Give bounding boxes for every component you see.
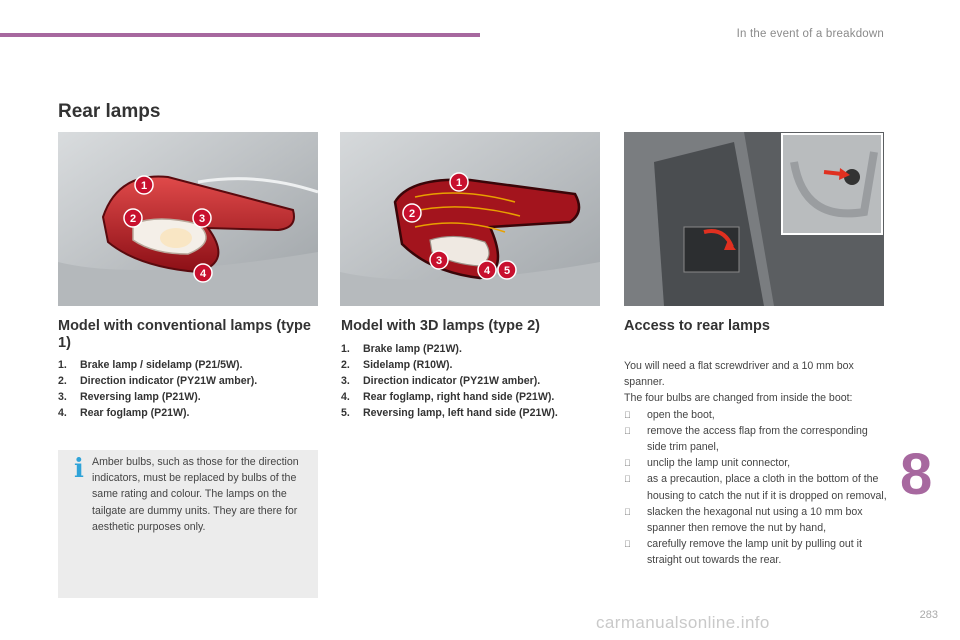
svg-text:1: 1: [455, 177, 463, 189]
boot-access-illustration: [624, 132, 884, 306]
info-box: [58, 450, 318, 598]
watermark: carmanualsonline.info: [596, 613, 770, 632]
page-title: Rear lamps: [58, 101, 161, 122]
callout-5: [498, 261, 516, 279]
callout-4: [194, 264, 212, 282]
list-item: 5. Reversing lamp, left hand side (P21W).: [341, 407, 558, 419]
type1-bulb-list: [58, 357, 318, 421]
list-item: 3. Reversing lamp (P21W).: [58, 391, 201, 403]
list-item: 1. Brake lamp (P21W).: [341, 343, 462, 355]
access-intro-tools: You will need a flat screwdriver and a 10 mm box spanner.: [624, 360, 854, 389]
type2-callouts: [340, 132, 600, 306]
access-instructions: [624, 358, 889, 569]
type2-heading: Model with 3D lamps (type 2): [341, 318, 540, 334]
access-intro-boot: The four bulbs are changed from inside the boot:: [624, 392, 853, 405]
list-item: 4. Rear foglamp, right hand side (P21W).: [341, 391, 555, 403]
bullet-icon: [624, 407, 631, 423]
section-label: In the event of a breakdown: [736, 28, 884, 40]
callout-2: [403, 204, 421, 222]
svg-text:5: 5: [503, 265, 511, 277]
page-number: 283: [919, 609, 938, 621]
bullet-icon: [624, 504, 631, 520]
type1-heading: Model with conventional lamps (type 1): [58, 318, 311, 351]
info-icon: i: [74, 454, 84, 484]
callout-3: [193, 209, 211, 227]
list-item: 4. Rear foglamp (P21W).: [58, 407, 190, 419]
list-item: carefully remove the lamp unit by pulling out it straight out towards the rear.: [624, 536, 889, 568]
callout-1: [135, 176, 153, 194]
list-item: unclip the lamp unit connector,: [624, 455, 889, 471]
list-item: 2. Direction indicator (PY21W amber).: [58, 375, 258, 387]
list-item: open the boot,: [624, 407, 889, 423]
list-item: as a precaution, place a cloth in the bottom of the housing to catch the nut if it is dropped on removal,: [624, 471, 889, 503]
list-item: remove the access flap from the corresponding side trim panel,: [624, 423, 889, 455]
svg-text:4: 4: [199, 268, 207, 280]
list-item: 2. Sidelamp (R10W).: [341, 359, 453, 371]
bullet-icon: [624, 471, 631, 487]
svg-text:3: 3: [435, 255, 443, 267]
callout-1: [450, 173, 468, 191]
bullet-icon: [624, 455, 631, 471]
svg-text:2: 2: [408, 208, 416, 220]
photo-boot-access: [624, 132, 884, 306]
svg-text:3: 3: [198, 213, 206, 225]
callout-4: [478, 261, 496, 279]
type2-bulb-list: [341, 341, 611, 421]
callout-2: [124, 209, 142, 227]
svg-text:1: 1: [140, 180, 148, 192]
photo-type1-lamp: [58, 132, 318, 306]
chapter-number: 8: [900, 442, 933, 507]
access-steps: [624, 407, 889, 569]
bullet-icon: [624, 536, 631, 552]
list-item: 3. Direction indicator (PY21W amber).: [341, 375, 541, 387]
list-item: 1. Brake lamp / sidelamp (P21/5W).: [58, 359, 243, 371]
photo-type2-lamp: [340, 132, 600, 306]
list-item: slacken the hexagonal nut using a 10 mm box spanner then remove the nut by hand,: [624, 504, 889, 536]
type1-callouts: [58, 132, 318, 306]
header-accent-bar: [0, 33, 480, 37]
info-text: Amber bulbs, such as those for the direction indicators, must be replaced by bulbs of the same rating and colour. The lamps on the tailgate are dummy units. They are there for aesthetic purposes only.: [92, 456, 299, 533]
svg-text:4: 4: [483, 265, 491, 277]
bullet-icon: [624, 423, 631, 439]
callout-3: [430, 251, 448, 269]
svg-text:2: 2: [129, 213, 137, 225]
access-heading: Access to rear lamps: [624, 318, 770, 334]
